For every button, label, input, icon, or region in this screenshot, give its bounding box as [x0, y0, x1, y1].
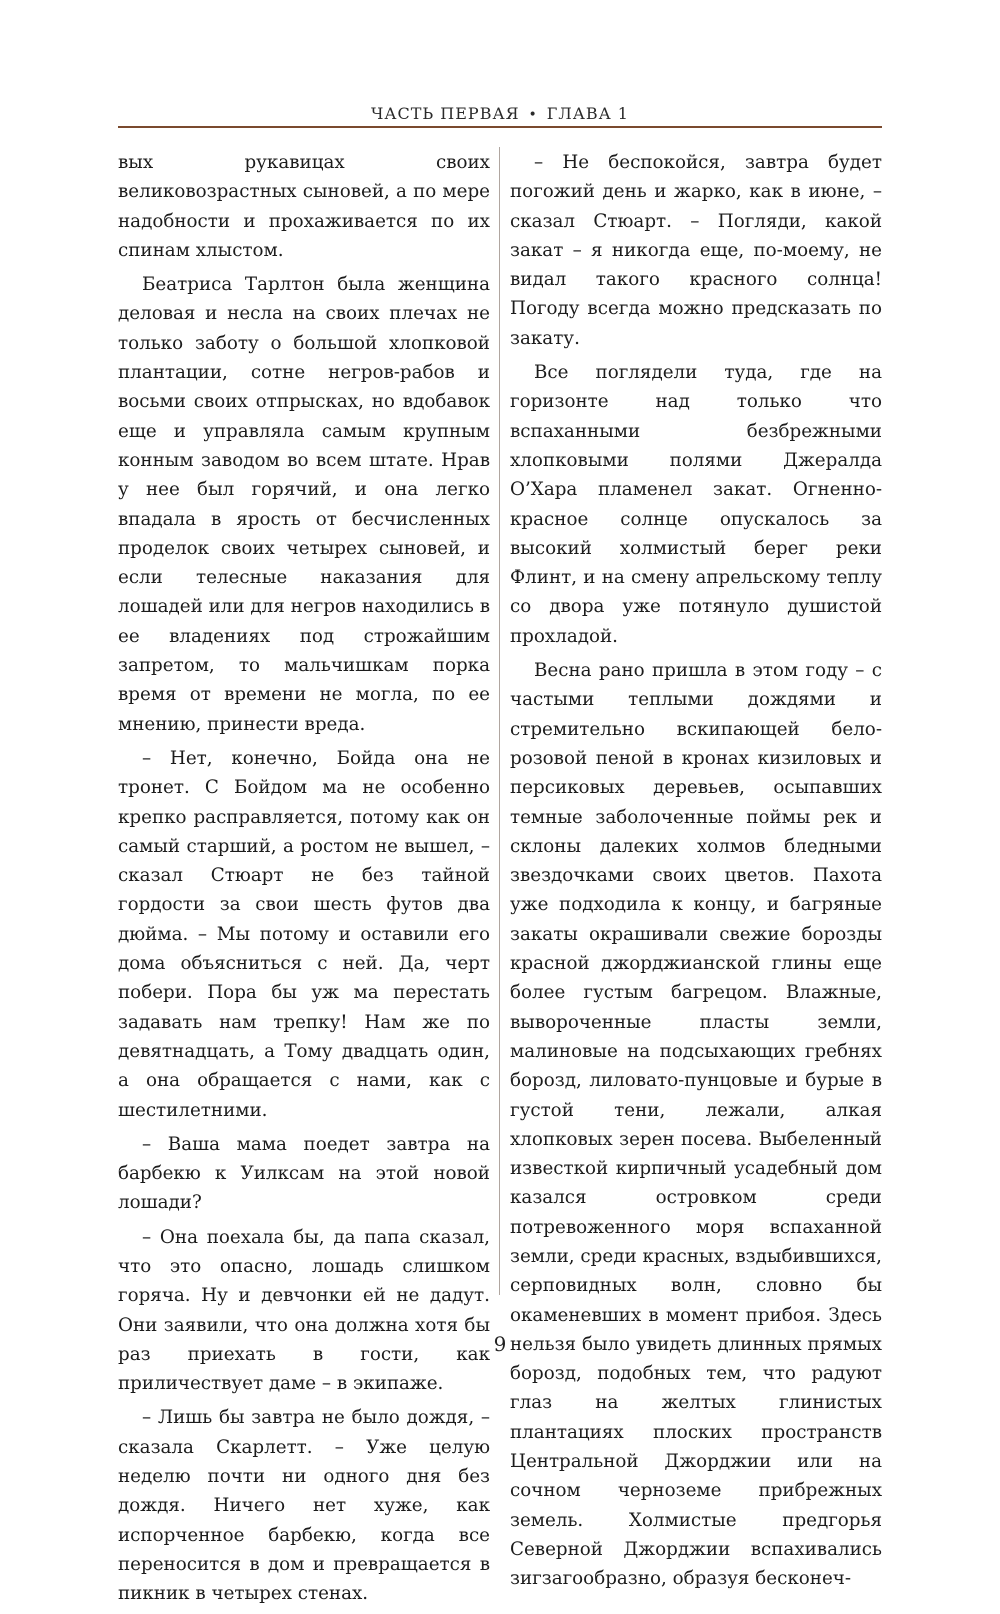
- paragraph: – Ваша мама поедет завтра на барбекю к Уилксам на этой новой лошади?: [118, 1133, 490, 1214]
- paragraph: Все поглядели туда, где на горизонте над только что вспаханными безбрежными хлопковыми полями Джералда О’Хара пламенел закат. Огненно-красное солнце опускалось за высокий холмистый берег реки Флинт, и на смену апрельскому теплу со двора уже потянуло душистой прохладой.: [510, 362, 882, 647]
- paragraph: – Нет, конечно, Бойда она не тронет. С Бойдом ма не особенно крепко расправляется, потому как он самый старший, а ростом не вышел, – сказал Стюарт не без тайной гордости за свои шесть футов два дюйма. – Мы потому и оставили его дома объясниться с ней. Да, черт побери. Пора бы уж ма перестать задавать нам трепку! Нам же по девятнадцать, а Тому двадцать один, а она обращается с нами, как с шестилетними.: [118, 747, 490, 1121]
- header-part: ЧАСТЬ ПЕРВАЯ: [371, 104, 520, 123]
- column-divider: [499, 147, 500, 1295]
- header-chapter: ГЛАВА 1: [546, 104, 629, 123]
- page-number: 9: [493, 1332, 507, 1356]
- left-column: [118, 148, 490, 1614]
- paragraph: – Она поехала бы, да папа сказал, что это опасно, лошадь слишком горяча. Ну и девчонки ей не дадут. Они заявили, что она должна хотя бы раз приехать в гости, как приличествует даме – в экипаже.: [118, 1226, 490, 1395]
- paragraph: Весна рано пришла в этом году – с частыми теплыми дождями и стремительно вскипающей бело-розовой пеной в кронах кизиловых и персиковых деревьев, осыпавших темные заболоченные поймы рек и склоны далеких холмов бледными звездочками своих цветов. Пахота уже подходила к концу, и багряные закаты окрашивали свежие борозды красной джорджианской глины еще более густым багрецом. Влажные, вывороченные пласты земли, малиновые на подсыхающих гребнях борозд, лиловато-пунцовые и бурые в густой тени, лежали, алкая хлопковых зерен посева. Выбеленный известкой кирпичный усадебный дом казался островком среди потревоженного моря вспаханной земли, среди красных, вздыбившихся, серповидных волн, словно бы окаменевших в момент прибоя. Здесь нельзя было увидеть длинных прямых борозд, подобных тем, что радуют глаз на желтых глинистых плантациях плоских пространств Центральной Джорджии или на сочном черноземе прибрежных земель. Холмистые предгорья Северной Джорджии вспахивались зигзагообразно, образуя бесконеч-: [510, 660, 882, 1590]
- paragraph: – Лишь бы завтра не было дождя, – сказала Скарлетт. – Уже целую неделю почти ни одного дня без дождя. Ничего нет хуже, как испорченное барбекю, когда все переносится в дом и превращается в пикник в четырех стенах.: [118, 1407, 490, 1605]
- paragraph: – Не беспокойся, завтра будет погожий день и жарко, как в июне, – сказал Стюарт. – Погляди, какой закат – я никогда еще, по-моему, не видал такого красного солнца! Погоду всегда можно предсказать по закату.: [510, 152, 882, 349]
- header-rule: [118, 126, 882, 128]
- paragraph: вых рукавицах своих великовозрастных сыновей, а по мере надобности и прохаживается по их спинам хлыстом.: [118, 152, 490, 261]
- right-column: [510, 148, 882, 1599]
- running-header: [118, 104, 882, 123]
- header-separator: •: [528, 107, 538, 123]
- paragraph: Беатриса Тарлтон была женщина деловая и несла на своих плечах не только заботу о большой хлопковой плантации, сотне негров-рабов и восьми своих отпрысках, но вдобавок еще и управляла самым крупным конным заводом во всем штате. Нрав у нее был горячий, и она легко впадала в ярость от бесчисленных проделок своих четырех сыновей, и если телесные наказания для лошадей или для негров находились в ее владениях под строжайшим запретом, то мальчишкам порка время от времени не могла, по ее мнению, принести вреда.: [118, 274, 490, 735]
